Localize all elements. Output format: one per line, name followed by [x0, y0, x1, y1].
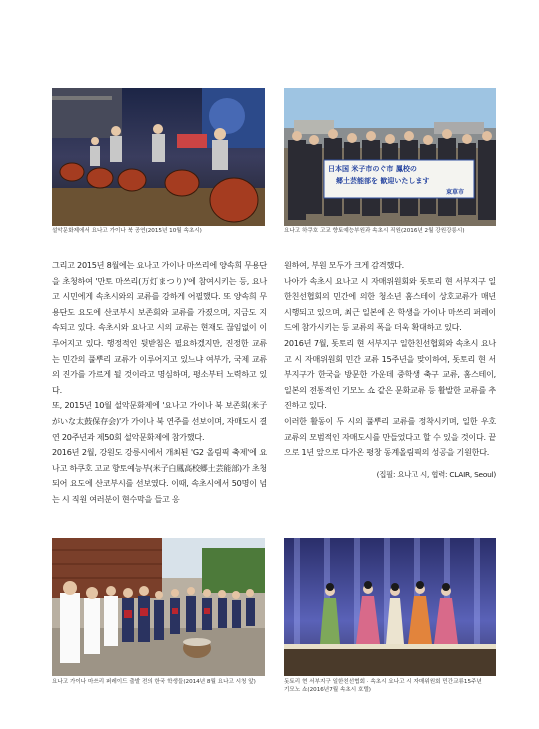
photo-group-banner-caption: 요나고 하쿠호 고교 향토예능부원과 속초시 직원(2016년 2월 강원강릉시) [284, 228, 465, 234]
article-paragraph: 나아가 속초시 요나고 시 자매위원회와 돗토리 현 서부지구 일한친선협회의 민간에 의한 청소년 홈스테이 상호교류가 매년 시행되고 있으며, 최근 일본에 온 학생을 가이나 마쓰리 퍼레이드에 참가시키는 등 교류의 폭을 더욱 확대하고 있다. [284, 275, 496, 333]
photo-parade-students [52, 538, 265, 676]
photo-kimono-show-caption-line1: 돗토리 현 서부지구 일한친선협회 · 속초시 요나고 시 자매위원회 민간교류15주년 [284, 679, 482, 685]
banner-text-line1: 日本国 米子市のぐ市 鳳校の [328, 165, 417, 173]
banner-text-line2: 郷土芸能部を 歓迎いたします [336, 177, 430, 185]
article-paragraph: 2016년 7월, 돗토리 현 서부지구 일한친선협회와 속초시 요나고 시 자매위원회 민간 교류 15주년을 맞이하여, 돗토리 현 서부지구가 한국을 방문한 가운데 중학생 축구 교류, 홈스테이, 일본의 전통적인 기모노 쇼 같은 문화교류 등 활발한 교류를 추진하고 있다. [284, 337, 496, 411]
photo-parade-students-caption: 요나고 가이나 마쓰리 퍼레이드 출발 전의 한국 학생들(2014년 8월 요나고 시청 앞) [52, 679, 256, 685]
photo-kimono-show [284, 538, 496, 676]
article-credit: (집필: 요나고 시, 협력: CLAIR, Seoul) [376, 469, 496, 479]
article-paragraph: 또, 2015년 10월 설악문화제에 '요나고 가이나 북 보존회(米子がいな太鼓保存会)'가 가이나 북 연주를 선보이며, 자매도시 결연 20주년과 제50회 설악문화제에 참가했다. [52, 400, 267, 442]
article-paragraph: 이러한 활동이 두 시의 풀뿌리 교류를 정착시키며, 일한 우호 교류의 모범적인 자매도시를 만들었다고 할 수 있을 것이다. 끝으로 1년 앞으로 다가온 평창 동계올림픽의 성공을 기원한다. [284, 415, 496, 458]
article-right-column [284, 258, 496, 482]
banner-logo: 束草市 [446, 189, 465, 196]
photo-drum-performance [52, 88, 265, 226]
article-left-column [52, 258, 267, 508]
photo-group-banner [284, 88, 496, 226]
photo-kimono-show-caption-line2: 기모노 쇼(2016년7월 속초시 호텔) [284, 687, 371, 693]
article-paragraph: 2016년 2월, 강원도 강릉시에서 개최된 'G2 올림픽 축제'에 요나고 하쿠호 고교 향토예능부(米子白鳳高校郷土芸能部)가 초청되어 요도에 산코부시를 선보였다. 이때, 속초시에서 50명이 넘는 시 직원 여러분이 현수막을 들고 응 [52, 447, 267, 504]
photo-drum-performance-caption: 설악문화제에서 요나고 가이나 북 공연(2015년 10월 속초시) [52, 228, 202, 234]
article-paragraph: 원하여, 부원 모두가 크게 감격했다. [284, 260, 404, 270]
article-paragraph: 그리고 2015년 8월에는 요나고 가이나 마쓰리에 양속희 무용단을 초청하여 '만토 마쓰리(万灯まつり)'에 참여시키는 등, 요나고 시민에게 속초시와의 교류를 강하게 어필했다. 또 양속희 무용단도 요도에 산코부시 보존회와 교류를 가졌으며, 지금도 지속되고 있다. 속초시와 요나고 시의 교류는 현재도 끊임없이 이루어지고 있다. 행정적인 뒷받침은 필요하겠지만, 진정한 교류는 민간의 풀뿌리 교류가 이루어지고 있느냐 여부가, 국제 교류의 진가를 가르게 될 것이라고 명심하며, 평소부터 노력하고 있다. [52, 260, 267, 395]
